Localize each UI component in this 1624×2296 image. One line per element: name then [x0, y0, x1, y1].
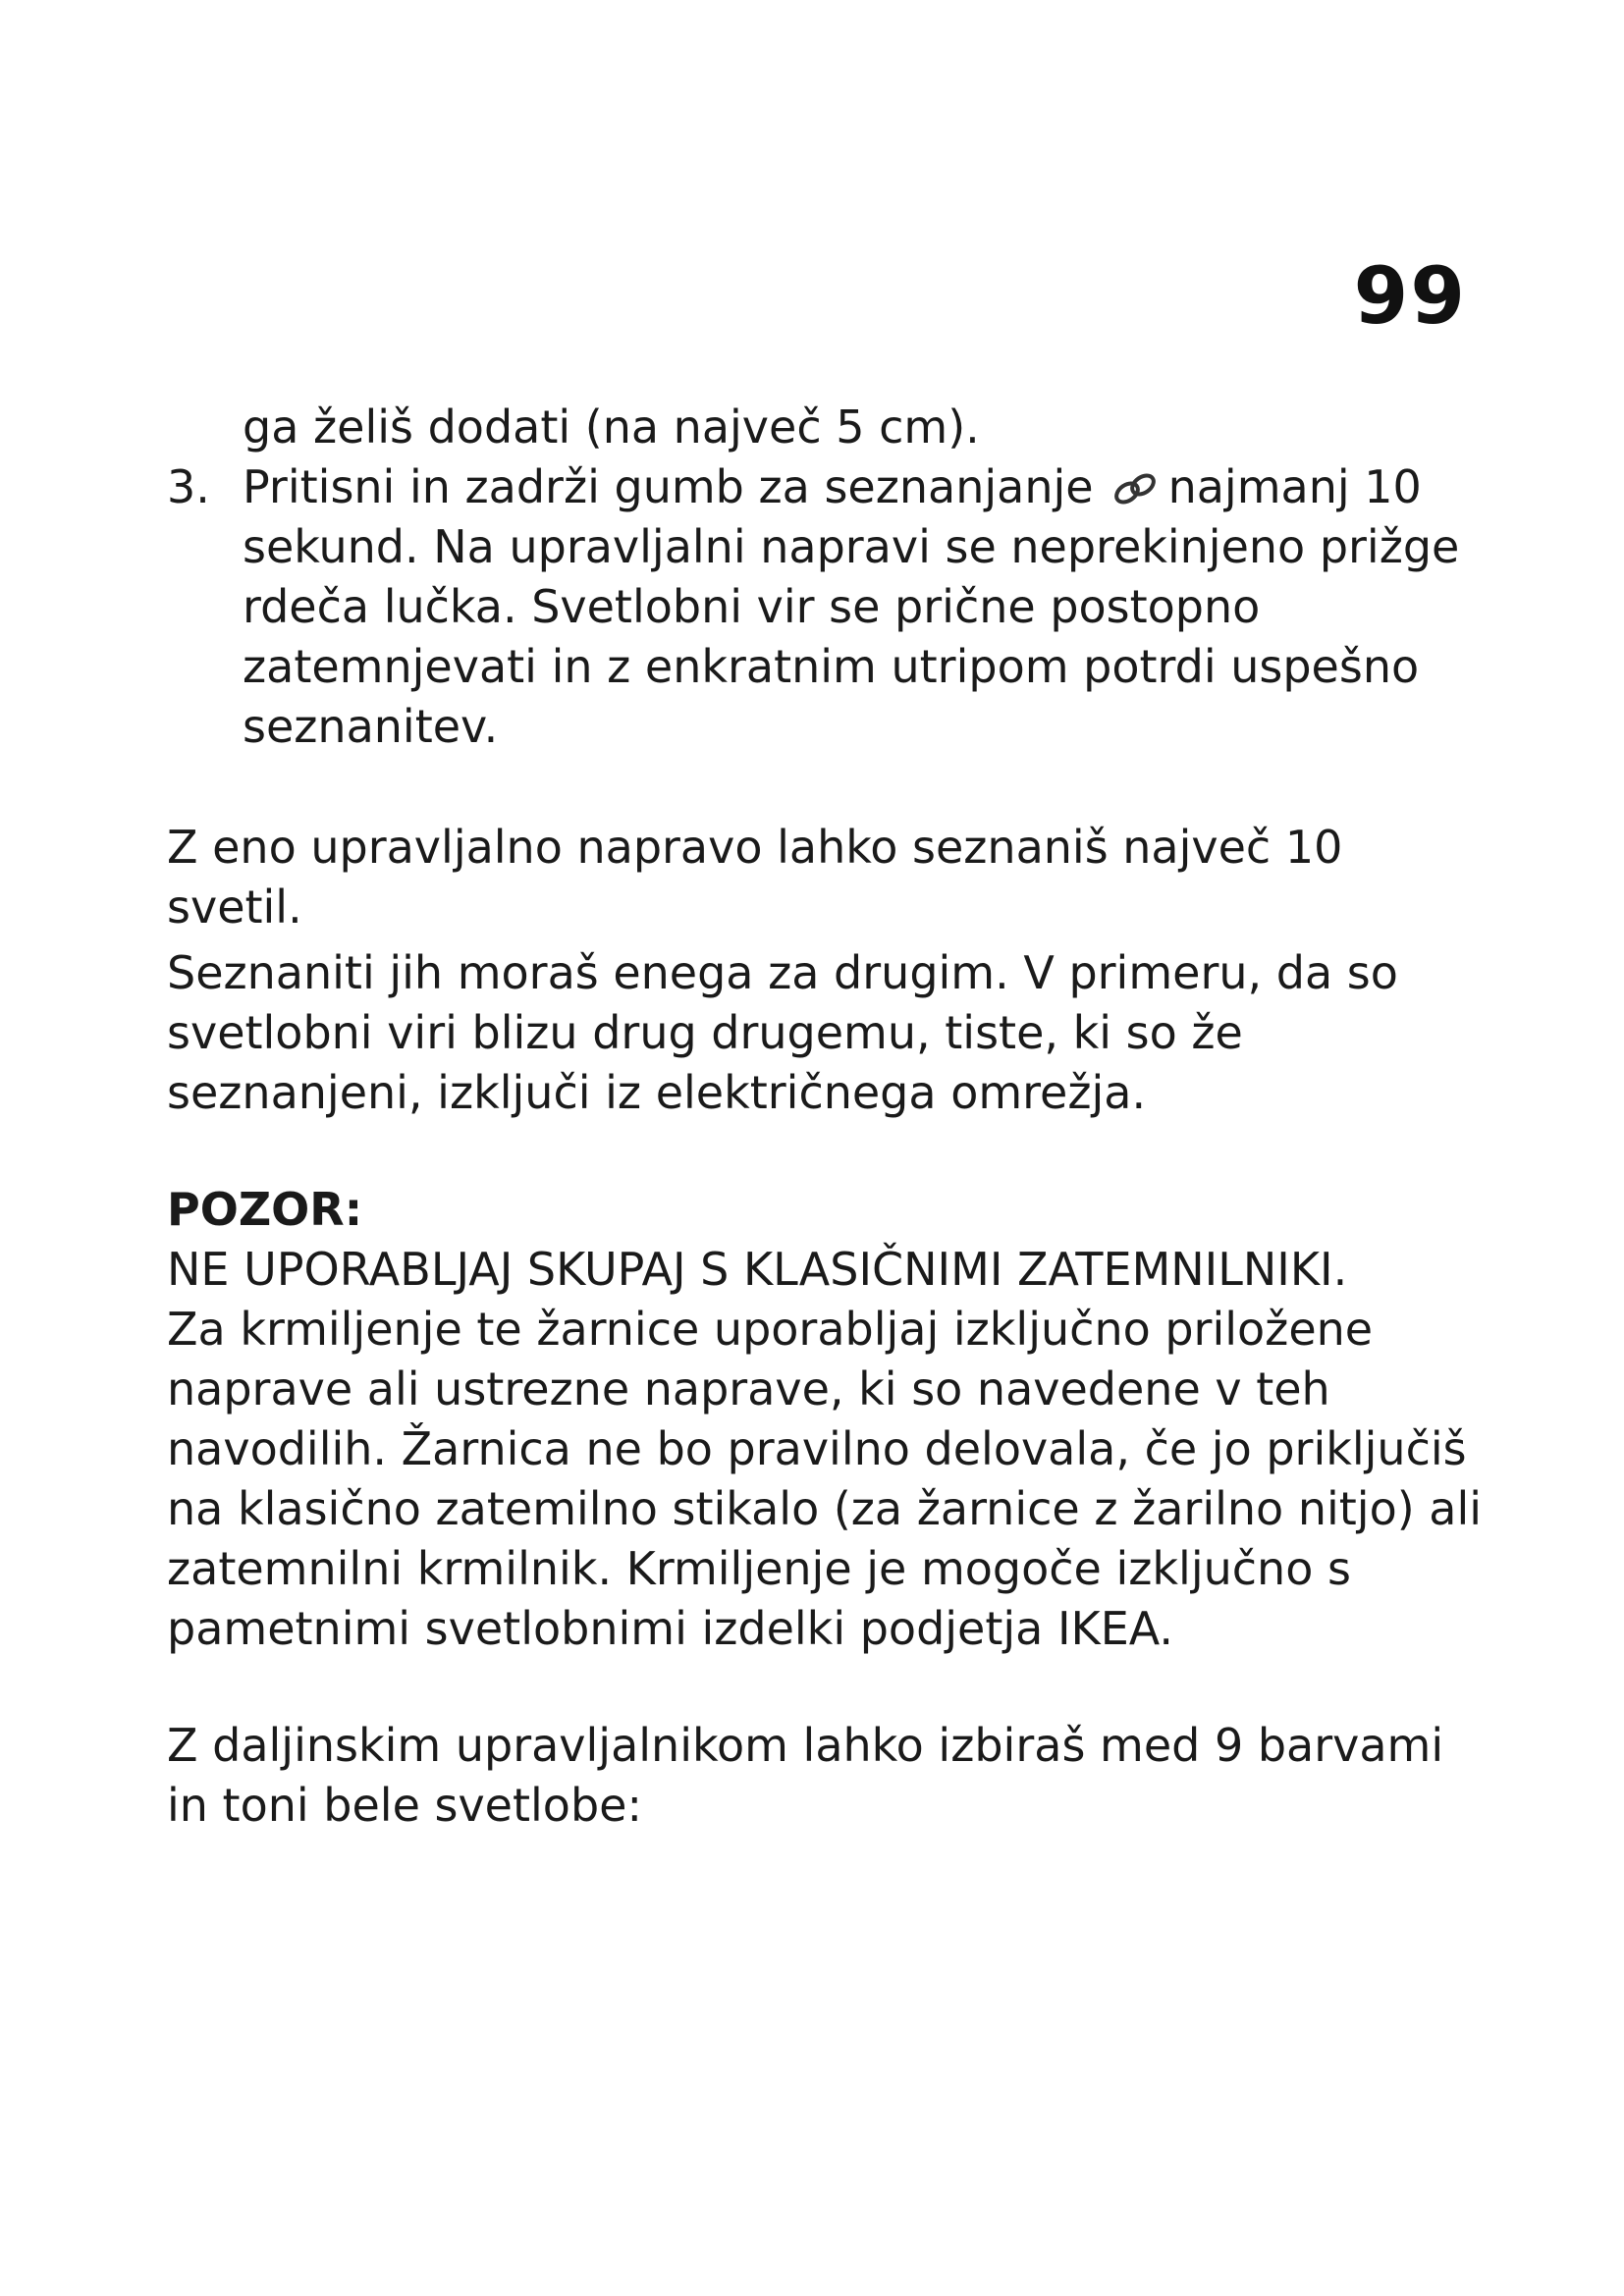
warning-caps-line: NE UPORABLJAJ SKUPAJ S KLASIČNIMI ZATEMNILNIKI. [167, 1243, 1348, 1296]
manual-text-body [167, 398, 1483, 1836]
paragraph-max-lights: Z eno upravljalno napravo lahko seznaniš največ 10 svetil. [167, 821, 1343, 934]
page-number: 99 [1353, 250, 1467, 342]
paragraph-pairing-instructions: Seznaniti jih moraš enega za drugim. V primeru, da so svetlobni viri blizu drug drugemu, tiste, ki so že seznanjeni, izključi iz električnega omrežja. [167, 946, 1398, 1119]
step-3-text-after-icon: najmanj 10 sekund. Na upravljalni napravi se neprekinjeno prižge rdeča lučka. Svetlobni vir se prične postopno zatemnjevati in z enkratnim utripom potrdi uspešno seznanitev. [243, 460, 1460, 753]
step-2-continuation: ga želiš dodati (na največ 5 cm). [243, 400, 980, 454]
step-3 [167, 457, 1483, 757]
step-3-text [243, 457, 1483, 757]
step-3-text-before-icon: Pritisni in zadrži gumb za seznanjanje [243, 460, 1094, 513]
paragraph-remote-colors: Z daljinskim upravljalnikom lahko izbiraš med 9 barvami in toni bele svetlobe: [167, 1719, 1444, 1832]
warning-body: Za krmiljenje te žarnice uporabljaj izključno priložene naprave ali ustrezne naprave, ki so navedene v teh navodilih. Žarnica ne bo pravilno delovala, če jo priključiš na klasično zatemilno stikalo (za žarnice z žarilno nitjo) ali zatemnilni krmilnik. Krmiljenje je mogoče izključno s pametnimi svetlobnimi izdelki podjetja IKEA. [167, 1303, 1483, 1655]
link-icon [1108, 465, 1163, 507]
step-3-number: 3. [167, 460, 210, 513]
warning-heading: POZOR: [167, 1183, 363, 1236]
